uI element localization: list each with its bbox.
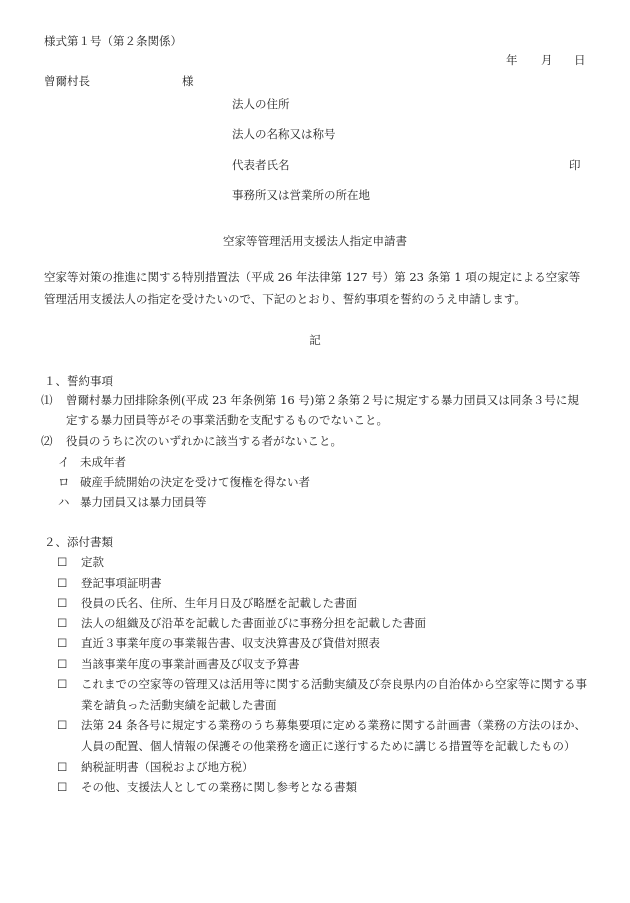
attachment-label: 法第 24 条各号に規定する業務のうち募集要項に定める業務に関する計画書（業務の方法のほか、人員の配置、個人情報の保護その他業務を適正に遂行するために講じる措置等を記載したもの）	[81, 718, 586, 753]
document-title: 空家等管理活用支援法人指定申請書	[223, 234, 407, 248]
attachment-label: その他、支援法人としての業務に関し参考となる書類	[81, 780, 357, 794]
checkbox[interactable]: ☐	[57, 616, 68, 630]
sub-mark: ハ	[58, 495, 70, 509]
pledge-heading: １、誓約事項	[44, 374, 113, 388]
attachment-label: これまでの空家等の管理又は活用等に関する活動実績及び奈良県内の自治体から空家等に関する事業を請負った活動実績を記載した書面	[81, 677, 587, 712]
pledge-item2-number: ⑵	[41, 434, 53, 448]
checkbox[interactable]: ☐	[57, 780, 68, 794]
checkbox[interactable]: ☐	[57, 657, 68, 671]
attachment-label: 直近３事業年度の事業報告書、収支決算書及び貸借対照表	[81, 636, 380, 650]
date-year: 年	[506, 53, 518, 67]
sub-item: 破産手続開始の決定を受けて復権を得ない者	[80, 475, 310, 489]
attachment-label: 定款	[81, 555, 104, 569]
pledge-item2-text: 役員のうちに次のいずれかに該当する者がないこと。	[66, 434, 342, 448]
sub-item: 未成年者	[80, 455, 126, 469]
ki-mark: 記	[309, 333, 321, 347]
date-day: 日	[574, 53, 586, 67]
date-month: 月	[541, 53, 553, 67]
attachments-heading: ２、添付書類	[44, 535, 113, 549]
attachment-label: 登記事項証明書	[81, 576, 162, 590]
pledge-item1-number: ⑴	[41, 393, 53, 407]
form-number: 様式第１号（第２条関係）	[44, 34, 182, 48]
representative-label: 代表者氏名	[232, 158, 290, 172]
applicant-name-label: 法人の名称又は称号	[232, 127, 336, 141]
attachment-label: 法人の組織及び沿革を記載した書面並びに事務分担を記載した書面	[81, 616, 426, 630]
attachment-label: 役員の氏名、住所、生年月日及び略歴を記載した書面	[81, 596, 357, 610]
seal-mark: 印	[569, 158, 581, 172]
sub-mark: イ	[58, 455, 70, 469]
pledge-item1-text: 曾爾村暴力団排除条例(平成 23 年条例第 16 号)第２条第２号に規定する暴力団員又は同条３号に規定する暴力団員等がその事業活動を支配するものでないこと。	[66, 393, 579, 427]
checkbox[interactable]: ☐	[57, 760, 68, 774]
checkbox[interactable]: ☐	[57, 677, 68, 691]
sub-mark: ロ	[58, 475, 70, 489]
checkbox[interactable]: ☐	[57, 555, 68, 569]
intro-paragraph: 空家等対策の推進に関する特別措置法（平成 26 年法律第 127 号）第 23 条第 1 項の規定による空家等管理活用支援法人の指定を受けたいので、下記のとおり、誓約事項を誓約のうえ申請します。	[44, 270, 581, 306]
sub-item: 暴力団員又は暴力団員等	[80, 495, 207, 509]
attachment-label: 納税証明書（国税および地方税）	[81, 760, 254, 774]
checkbox[interactable]: ☐	[57, 718, 68, 732]
addressee: 曾爾村長	[44, 74, 90, 88]
checkbox[interactable]: ☐	[57, 636, 68, 650]
checkbox[interactable]: ☐	[57, 596, 68, 610]
office-location-label: 事務所又は営業所の所在地	[232, 188, 370, 202]
checkbox[interactable]: ☐	[57, 576, 68, 590]
attachment-label: 当該事業年度の事業計画書及び収支予算書	[81, 657, 300, 671]
applicant-address-label: 法人の住所	[232, 97, 290, 111]
honorific: 様	[182, 74, 194, 88]
